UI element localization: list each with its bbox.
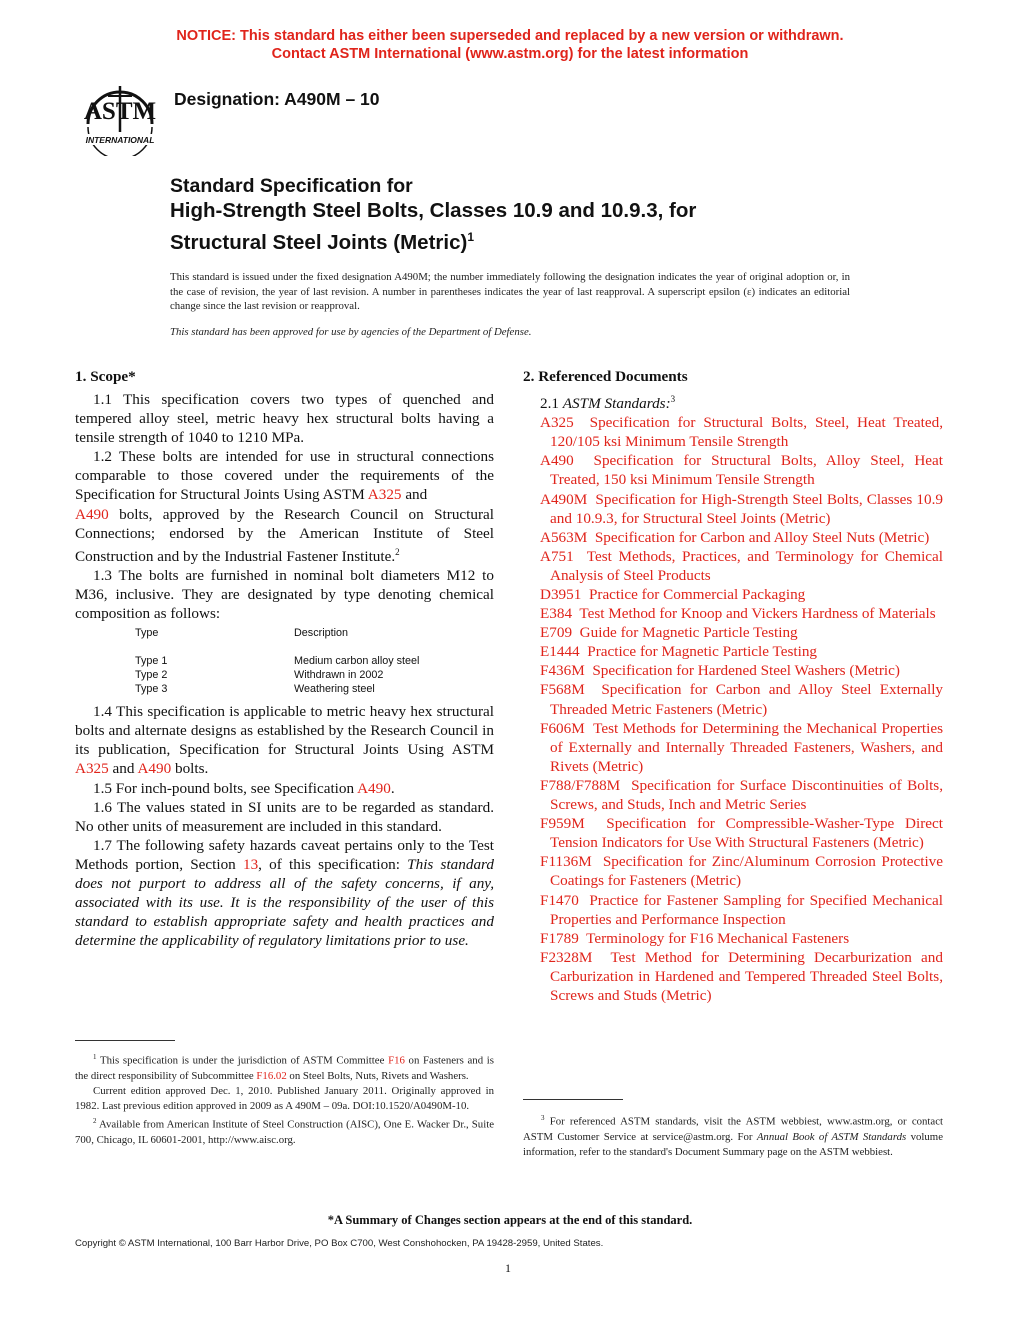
reference-item[interactable] (523, 661, 943, 680)
table-row: Type 1 Medium carbon alloy steel (135, 655, 420, 668)
designation: Designation: A490M – 10 (174, 89, 380, 109)
scope-1-2: 1.2 These bolts are intended for use in structural connections comparable to those covered under the requirements of the Specification for Structural Joints Using ASTM A325 and A490 bolts, approved by the Research Council on Structural Connections; endorsed by the American Institute of Steel Construction and by the Industrial Fastener Institute.$^2$ (75, 448, 494, 565)
astm-standards-label: 2.1 ASTM Standards:$^3$ (540, 394, 676, 413)
reference-title[interactable]: Practice for Commercial Packaging (588, 586, 806, 603)
footnote-divider (523, 1099, 623, 1100)
reference-item[interactable] (523, 852, 943, 890)
reference-code[interactable]: E1444 (540, 643, 580, 661)
reference-item[interactable] (523, 623, 943, 642)
scope-1-4: 1.4 This specification is applicable to metric heavy hex structural bolts and alternate designs as established by the Research Council in its publication, Specification for Structural Joints Using ASTM A325 and A490 bolts. (75, 703, 494, 778)
scope-1-7: 1.7 The following safety hazards caveat pertains only to the Test Methods portion, Section 13, of this specification: This standard does not purport to address all of the safety concerns, if any, associated with its use. It is the responsibility of the user of this standard to establish appropriate safety and health practices and determine the applicability of regulatory limitations prior to use. (75, 836, 494, 950)
reference-item[interactable] (523, 680, 943, 718)
reference-title[interactable]: Practice for Fastener Sampling for Specified Mechanical Properties and Performance Inspection (550, 891, 944, 928)
approval-note: This standard has been approved for use by agencies of the Department of Defense. (170, 326, 532, 338)
footnote-2: $^2$ Available from American Institute of Steel Construction (AISC), One E. Wacker Dr., Suite 700, Chicago, IL 60601-2001, http://www.aisc.org. (75, 1116, 494, 1146)
scope-1-3: 1.3 The bolts are furnished in nominal bolt diameters M12 to M36, inclusive. They are designated by type denoting chemical composition as follows: (75, 566, 494, 623)
reference-code[interactable]: A751 (540, 547, 574, 565)
reference-title[interactable]: Practice for Magnetic Particle Testing (587, 643, 818, 661)
reference-title[interactable]: Test Method for Determining Decarburization and Carburization in Hardened and Tempered Threaded Steel Bolts, Screws and Studs (Metric) (550, 948, 943, 1004)
link-a325[interactable]: A325 (75, 760, 109, 778)
reference-title[interactable]: Specification for Compressible-Washer-Type Direct Tension Indicators for Use With Structural Fasteners (Metric) (550, 815, 943, 852)
reference-code[interactable]: D3951 (540, 586, 582, 603)
reference-code[interactable]: F568M (540, 681, 585, 699)
issue-note: This standard is issued under the fixed designation A490M; the number immediately following the designation indicates the year of original adoption or, in the case of revision, the year of last revision. A number in parentheses indicates the year of last reapproval. A superscript epsilon (ε) indicates an editorial change since the last revision or reapproval. (170, 271, 850, 313)
scope-heading: 1. Scope* (75, 368, 136, 385)
summary-of-changes-note: *A Summary of Changes section appears at the end of this standard. (327, 1213, 693, 1227)
footnotes-right (523, 1111, 943, 1160)
link-a490[interactable]: A490 (75, 505, 109, 523)
description-col-header: Description (294, 627, 349, 640)
footnote-1: $^1$ This specification is under the jurisdiction of ASTM Committee F16 on Fasteners and is the direct responsibility of Subcommittee F16.02 on Steel Bolts, Nuts, Rivets and Washers. (75, 1053, 494, 1082)
reference-code[interactable]: A563M (540, 528, 588, 546)
reference-item[interactable] (523, 451, 943, 489)
reference-title[interactable]: Guide for Magnetic Particle Testing (579, 624, 798, 642)
link-section-13[interactable]: 13 (242, 855, 259, 873)
link-f16-02[interactable]: F16.02 (256, 1069, 287, 1082)
reference-item[interactable] (523, 528, 943, 547)
reference-list (523, 413, 943, 1005)
scope-1-5: 1.5 For inch-pound bolts, see Specification A490. (93, 779, 395, 797)
reference-item[interactable] (523, 585, 943, 604)
reference-item[interactable] (523, 490, 943, 528)
reference-code[interactable]: F1789 (540, 929, 579, 947)
reference-title[interactable]: Specification for Hardened Steel Washers (Metric) (592, 662, 900, 680)
reference-code[interactable]: F606M (540, 719, 585, 737)
reference-code[interactable]: F1470 (540, 891, 579, 909)
type-table (135, 626, 419, 696)
reference-title[interactable]: Specification for Zinc/Aluminum Corrosion Protective Coatings for Fasteners (Metric) (550, 853, 944, 890)
reference-item[interactable] (523, 814, 943, 852)
footnote-3: $^3$ For referenced ASTM standards, visit the ASTM webbiest, www.astm.org, or contact ASTM Customer Service at service@astm.org. For Annual Book of ASTM Standards volume information, refer to the standard's Document Summary page on the ASTM webbiest. (523, 1114, 944, 1158)
reference-item[interactable] (523, 413, 943, 451)
reference-title[interactable]: Test Methods, Practices, and Terminology for Chemical Analysis of Steel Products (550, 547, 943, 584)
scope-1-1: 1.1 This specification covers two types of quenched and tempered alloy steel, metric heavy hex structural bolts having a tensile strength of 1040 to 1210 MPa. (75, 391, 494, 447)
reference-title[interactable]: Specification for Structural Bolts, Alloy Steel, Heat Treated, 150 ksi Minimum Tensile Strength (550, 452, 943, 489)
reference-code[interactable]: A490M (540, 490, 588, 508)
link-f16[interactable]: F16 (388, 1054, 405, 1067)
supersede-notice (0, 27, 1020, 63)
document-title (170, 174, 930, 256)
reference-title[interactable]: Specification for Carbon and Alloy Steel Nuts (Metric) (594, 528, 930, 546)
notice-line-2: Contact ASTM International (www.astm.org) for the latest information (271, 46, 749, 62)
link-a490[interactable]: A490 (137, 760, 172, 778)
reference-item[interactable] (523, 929, 943, 948)
reference-item[interactable] (523, 642, 943, 661)
reference-item[interactable] (523, 776, 943, 814)
link-a490[interactable]: A490 (357, 779, 391, 797)
title-line-3: Structural Steel Joints (Metric)$^1$ (170, 230, 474, 254)
reference-code[interactable]: A325 (540, 414, 574, 432)
reference-code[interactable]: F788/F788M (540, 776, 621, 794)
type-col-header: Type (135, 627, 159, 640)
copyright-line: Copyright © ASTM International, 100 Barr Harbor Drive, PO Box C700, West Conshohocken, PA 19428-2959, United States. (75, 1238, 604, 1249)
reference-code[interactable]: E709 (540, 624, 573, 642)
reference-code[interactable]: F2328M (540, 948, 593, 966)
svg-text:ASTM: ASTM (83, 98, 157, 125)
reference-title[interactable]: Specification for Carbon and Alloy Steel Externally Threaded Metric Fasteners (Metric) (550, 681, 944, 718)
reference-title[interactable]: Test Methods for Determining the Mechanical Properties of Externally and Internally Threaded Fasteners, Washers, and Rivets (Metric) (550, 719, 943, 775)
table-row: Type 3 Weathering steel (135, 683, 375, 696)
reference-title[interactable]: Terminology for F16 Mechanical Fasteners (586, 929, 850, 947)
notice-line-1: NOTICE: This standard has either been superseded and replaced by a new version or withdrawn. (176, 28, 844, 44)
references-heading: 2. Referenced Documents (523, 368, 688, 385)
reference-title[interactable]: Test Method for Knoop and Vickers Hardness of Materials (579, 605, 936, 623)
reference-title[interactable]: Specification for High-Strength Steel Bolts, Classes 10.9 and 10.9.3, for Structural Steel Joints (Metric) (550, 490, 943, 527)
footnote-divider (75, 1040, 175, 1041)
reference-code[interactable]: F436M (540, 662, 585, 680)
title-line-1: Standard Specification for (170, 175, 413, 197)
footnote-1-edition: Current edition approved Dec. 1, 2010. Published January 2011. Originally approved in 1982. Last previous edition approved in 2009 as A 490M – 09a. DOI:10.1520/A0490M-10. (75, 1084, 494, 1112)
reference-title[interactable]: Specification for Structural Bolts, Steel, Heat Treated, 120/105 ksi Minimum Tensile Strength (550, 414, 944, 451)
astm-logo-icon (78, 72, 162, 156)
reference-code[interactable]: F1136M (540, 853, 592, 871)
reference-item[interactable] (523, 719, 943, 776)
reference-item[interactable] (523, 891, 943, 929)
logo-wordmark: INTERNATIONAL (85, 135, 155, 145)
footnotes-left (75, 1050, 494, 1148)
reference-code[interactable]: E384 (540, 605, 573, 623)
link-a325[interactable]: A325 (367, 486, 402, 504)
reference-item[interactable] (523, 547, 943, 585)
reference-code[interactable]: A490 (540, 452, 574, 470)
reference-item[interactable] (523, 948, 943, 1005)
title-footnote-mark: 1 (467, 230, 474, 244)
scope-1-6: 1.6 The values stated in SI units are to be regarded as standard. No other units of measurement are included in this standard. (75, 798, 494, 835)
referenced-documents-section (523, 367, 943, 1005)
reference-code[interactable]: F959M (540, 815, 585, 833)
title-line-2: High-Strength Steel Bolts, Classes 10.9 and 10.9.3, for (170, 199, 697, 222)
reference-item[interactable] (523, 604, 943, 623)
reference-title[interactable]: Specification for Surface Discontinuities of Bolts, Screws, and Studs, Inch and Metric Series (550, 776, 943, 814)
table-row: Type 2 Withdrawn in 2002 (135, 669, 384, 682)
page-number: 1 (505, 1261, 511, 1275)
scope-section (75, 367, 494, 950)
